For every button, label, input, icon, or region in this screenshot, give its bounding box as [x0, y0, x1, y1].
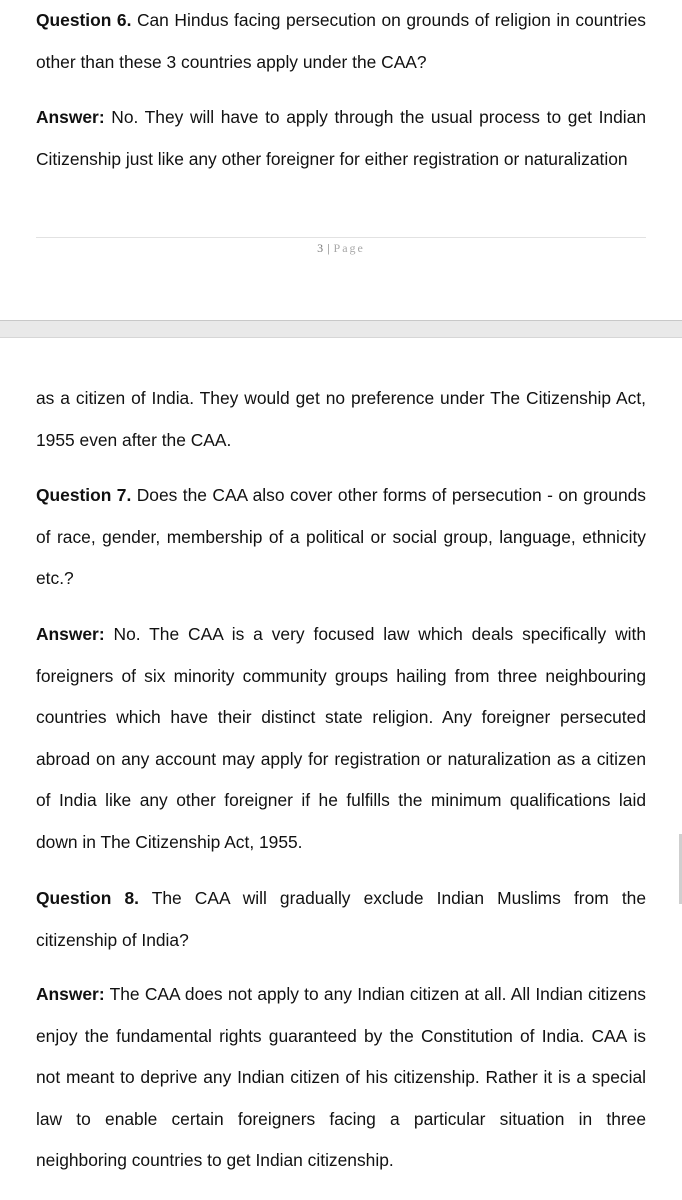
question-7-text: Does the CAA also cover other forms of persecution - on grounds of race, gender, membership of a political or social group, language, ethnicity etc.?: [36, 485, 647, 589]
question-8-label: Question 8.: [36, 888, 139, 908]
answer-8-text: The CAA does not apply to any Indian citizen at all. All Indian citizens enjoy the fundamental rights guaranteed by the Constitution of India. CAA is not meant to deprive any Indian citizen of his citizenship. Rather it is a special law to enable certain foreigners facing a particular situation in three neighboring countries to get Indian citizenship.: [36, 984, 646, 1171]
answer-7-label: Answer:: [36, 624, 105, 644]
document-page-4: [0, 338, 682, 1200]
answer-6-text: No. They will have to apply through the usual process to get Indian Citizenship just like any other foreigner for either registration or naturalization: [36, 107, 646, 169]
question-7: [36, 475, 646, 600]
answer-6-label: Answer:: [36, 107, 105, 127]
answer-8-label: Answer:: [36, 984, 105, 1004]
footer-divider: [36, 237, 646, 238]
answer-6-continued: [36, 378, 646, 461]
page-number-separator: |: [327, 241, 331, 255]
answer-6-continued-text: as a citizen of India. They would get no preference under The Citizenship Act, 1955 even after the CAA.: [36, 388, 646, 450]
question-6-label: Question 6.: [36, 10, 132, 30]
question-7-label: Question 7.: [36, 485, 132, 505]
question-6-text: Can Hindus facing persecution on grounds of religion in countries other than these 3 countries apply under the CAA?: [36, 10, 646, 72]
answer-6: [36, 97, 646, 180]
answer-7-text: No. The CAA is a very focused law which deals specifically with foreigners of six minority community groups hailing from three neighbouring countries which have their distinct state religion. Any foreigner persecuted abroad on any account may apply for registration or naturalization as a citizen of India like any other foreigner if he fulfills the minimum qualifications laid down in The Citizenship Act, 1955.: [36, 624, 646, 852]
page-number: 3: [317, 241, 324, 255]
question-6: [36, 0, 646, 83]
page-footer: [0, 241, 682, 256]
answer-8: [36, 974, 646, 1182]
page-label: Page: [333, 241, 365, 255]
document-page-3: [0, 0, 682, 320]
answer-7: [36, 614, 646, 864]
question-8-text: The CAA will gradually exclude Indian Muslims from the citizenship of India?: [36, 888, 646, 950]
question-8: [36, 878, 646, 961]
page-break: [0, 320, 682, 338]
